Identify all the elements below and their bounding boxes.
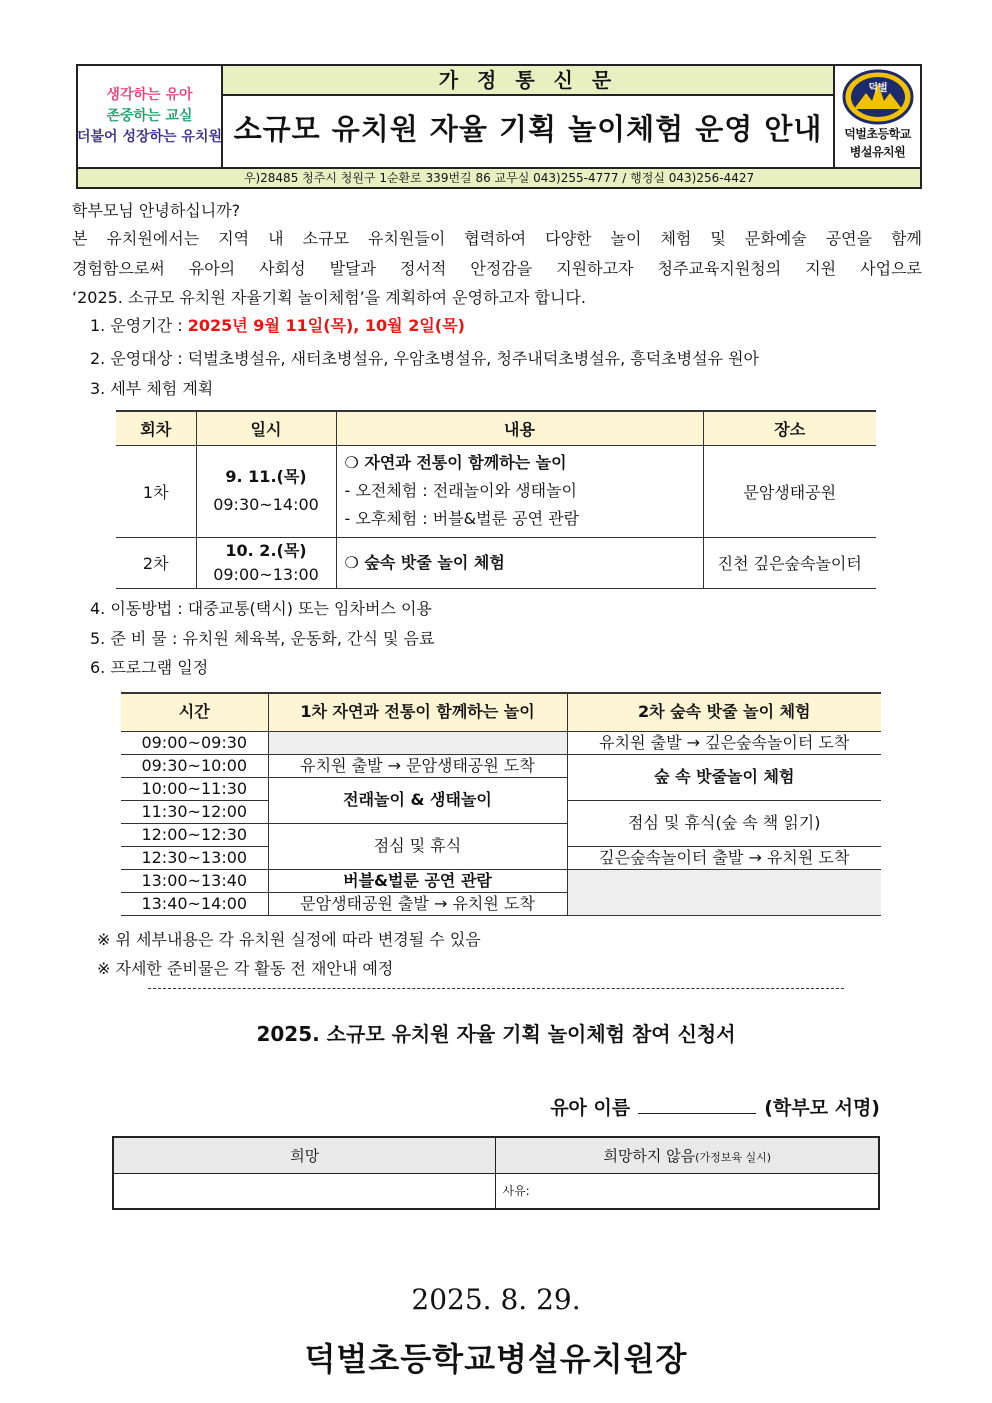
- reason-label: 사유:: [502, 1184, 530, 1199]
- note-2: ※ 자세한 준비물은 각 활동 전 재안내 예정: [97, 959, 394, 978]
- table-row: [116, 445, 876, 537]
- program-header-second: 2차 숲속 밧줄 놀이 체험: [567, 693, 881, 731]
- program-time: 10:00~11:30: [121, 777, 268, 800]
- plan-header-date: 일시: [196, 411, 336, 445]
- application-table: [112, 1136, 880, 1210]
- plan-time: 09:00~13:00: [213, 564, 319, 584]
- header-title-box: [223, 66, 833, 167]
- plan-content-line: - 오후체험 : 버블&벌룬 공연 관람: [344, 509, 580, 528]
- plan-date: 9. 11.(목): [225, 467, 307, 486]
- slogan-line-1: 생각하는 유아: [106, 87, 193, 103]
- intro-line-1-text: 본 유치원에서는 지역 내 소규모 유치원들이 협력하여 다양한 놀이 체험 및 문화예술 공연을 함께: [72, 229, 922, 248]
- period-value: 2025년 9월 11일(목), 10월 2일(목): [187, 316, 465, 335]
- program-header-time: 시간: [121, 693, 268, 731]
- program-table-header: [121, 693, 881, 731]
- plan-header-round: 회차: [116, 411, 196, 445]
- program-second-empty: [567, 869, 881, 915]
- note-1: ※ 위 세부내용은 각 유치원 실정에 따라 변경될 수 있음: [97, 930, 481, 949]
- not-want-header: [496, 1137, 879, 1173]
- signature-line: [550, 1094, 880, 1121]
- table-row: [116, 537, 876, 588]
- program-time: 13:40~14:00: [121, 892, 268, 915]
- plan-table: [116, 410, 876, 589]
- program-table: [121, 692, 881, 916]
- slogan-box: [78, 66, 223, 167]
- application-header: [113, 1137, 879, 1173]
- want-header: 희망: [113, 1137, 496, 1173]
- not-want-label: 희망하지 않음: [603, 1146, 696, 1165]
- program-second-depart: 유치원 출발 → 깊은숲속놀이터 도착: [567, 731, 881, 754]
- kindergarten-name: 병설유치원: [849, 145, 906, 159]
- newsletter-header: [76, 64, 922, 189]
- reason-cell[interactable]: [496, 1173, 879, 1209]
- plan-header-place: 장소: [703, 411, 876, 445]
- program-time: 09:30~10:00: [121, 754, 268, 777]
- plan-content-title: ❍ 자연과 전통이 함께하는 놀이: [344, 453, 567, 472]
- plan-content: [336, 445, 703, 537]
- signature-label: (학부모 서명): [764, 1097, 880, 1119]
- plan-header-content: 내용: [336, 411, 703, 445]
- principal-signature: 덕벌초등학교병설유치원장: [304, 1340, 688, 1378]
- program-second-play: 숲 속 밧줄놀이 체험: [567, 754, 881, 800]
- program-time: 13:00~13:40: [121, 869, 268, 892]
- child-name-label: 유아 이름: [550, 1097, 631, 1119]
- school-emblem-icon: [842, 69, 914, 125]
- application-row: [113, 1173, 879, 1209]
- program-header-first: 1차 자연과 전통이 함께하는 놀이: [268, 693, 567, 731]
- table-row: [121, 869, 881, 892]
- intro-line-1: [72, 229, 922, 249]
- plan-round: 1차: [116, 445, 196, 537]
- schedule-heading: 6. 프로그램 일정: [90, 658, 209, 677]
- plan-round: 2차: [116, 537, 196, 588]
- cut-line: [148, 988, 844, 989]
- program-first-play: 전래놀이 & 생태놀이: [268, 777, 567, 823]
- plan-heading: 3. 세부 체험 계획: [90, 379, 214, 398]
- school-logo-box: [833, 66, 920, 167]
- slogan-line-2: 존중하는 교실: [106, 108, 193, 124]
- emblem-text: 덕벌: [867, 83, 888, 94]
- plan-time: 09:30~14:00: [213, 495, 319, 514]
- plan-content: [336, 537, 703, 588]
- program-time: 09:00~09:30: [121, 731, 268, 754]
- program-first-depart: 유치원 출발 → 문암생태공원 도착: [268, 754, 567, 777]
- table-row: [121, 731, 881, 754]
- school-name: 덕벌초등학교: [844, 127, 911, 141]
- program-first-lunch: 점심 및 휴식: [268, 823, 567, 869]
- program-first-return: 문암생태공원 출발 → 유치원 도착: [268, 892, 567, 915]
- intro-line-2-text: 경험함으로써 유아의 사회성 발달과 정서적 안정감을 지원하고자 청주교육지원청의 지원 사업으로: [72, 259, 922, 278]
- plan-table-header: [116, 411, 876, 445]
- period-item: [90, 316, 465, 336]
- table-row: [121, 754, 881, 777]
- slogan-line-3: 더불어 성장하는 유치원: [77, 129, 222, 145]
- program-first-show: 버블&벌룬 공연 관람: [268, 869, 567, 892]
- page-title: 소규모 유치원 자율 기획 놀이체험 운영 안내: [233, 112, 823, 146]
- plan-place: 진천 깊은숲속놀이터: [703, 537, 876, 588]
- child-name-blank[interactable]: [638, 1094, 756, 1114]
- school-address: 우)28485 청주시 청원구 1순환로 339번길 86 교무실 043)255-4777 / 행정실 043)256-4427: [78, 167, 920, 187]
- program-time: 11:30~12:00: [121, 800, 268, 823]
- plan-place: 문암생태공원: [703, 445, 876, 537]
- intro-line-2: [72, 259, 922, 279]
- application-title: 2025. 소규모 유치원 자율 기획 놀이체험 참여 신청서: [256, 1022, 736, 1046]
- newsletter-label: 가 정 통 신 문: [223, 66, 833, 96]
- document-date: 2025. 8. 29.: [411, 1283, 581, 1316]
- program-time: 12:30~13:00: [121, 846, 268, 869]
- plan-datetime: [196, 445, 336, 537]
- plan-content-line: - 오전체험 : 전래놀이와 생태놀이: [344, 481, 577, 500]
- supplies-item: 5. 준 비 물 : 유치원 체육복, 운동화, 간식 및 음료: [90, 629, 435, 648]
- program-time: 12:00~12:30: [121, 823, 268, 846]
- target-item: 2. 운영대상 : 덕벌초병설유, 새터초병설유, 우암초병설유, 청주내덕초병설유, 흥덕초병설유 원아: [90, 349, 760, 368]
- plan-datetime: [196, 537, 336, 588]
- greeting: 학부모님 안녕하십니까?: [72, 201, 241, 220]
- transport-item: 4. 이동방법 : 대중교통(택시) 또는 임차버스 이용: [90, 599, 432, 618]
- period-label: 1. 운영기간 :: [90, 316, 183, 335]
- program-second-return: 깊은숲속놀이터 출발 → 유치원 도착: [567, 846, 881, 869]
- want-check-cell[interactable]: [113, 1173, 496, 1209]
- not-want-note: (가정보육 실시): [695, 1150, 772, 1164]
- plan-content-title: ❍ 숲속 밧줄 놀이 체험: [344, 552, 505, 572]
- intro-line-3: ‘2025. 소규모 유치원 자율기획 놀이체험’을 계획하여 운영하고자 합니다.: [72, 288, 586, 307]
- plan-date: 10. 2.(목): [225, 540, 307, 560]
- program-first-empty: [268, 731, 567, 754]
- program-second-lunch: 점심 및 휴식(숲 속 책 읽기): [567, 800, 881, 846]
